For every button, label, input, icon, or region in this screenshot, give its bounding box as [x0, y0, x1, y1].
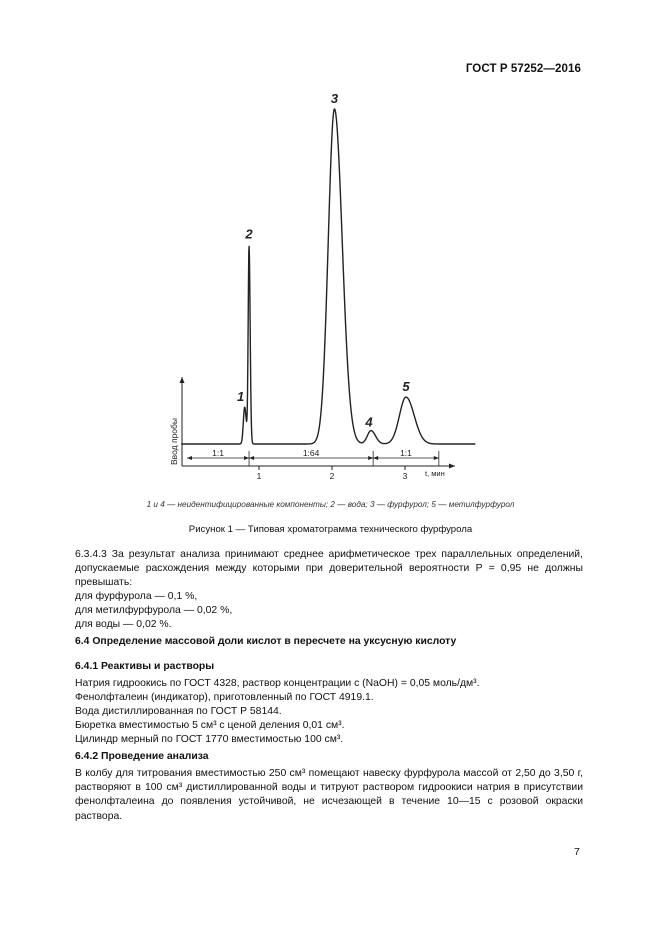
reagent-burette: Бюретка вместимостью 5 см³ с ценой деления 0,01 см³. [75, 720, 345, 731]
y-axis-arrow [180, 377, 185, 383]
peak-label: 1 [237, 389, 245, 405]
x-tick-label: 3 [402, 471, 408, 481]
chromatogram-chart [150, 85, 480, 485]
page-number: 7 [574, 847, 580, 858]
paragraph-6-4-2: В колбу для титрования вместимостью 250 см³ помещают навеску фурфурола массой от 2,50 до 3,50 г, растворяют в 100 см³ дистиллированной воды и титруют раствором гидроокиси натрия в присутствии фенолфталеина до появления устойчивой, не исчезающей в течение 10—15 с розовой окраски раствора. [75, 768, 583, 822]
peak-label: 5 [402, 379, 410, 395]
x-tick-label: 2 [329, 471, 335, 481]
segment-label: 1:1 [212, 448, 224, 458]
segment-arrow-left [187, 456, 192, 460]
section-heading-6-4-2: 6.4.2 Проведение анализа [75, 751, 209, 762]
reagent-distilled-water: Вода дистиллированная по ГОСТ Р 58144. [75, 706, 282, 717]
segment-arrow-left [373, 456, 378, 460]
segment-arrow-left [249, 456, 254, 460]
segment-arrow-right [434, 456, 439, 460]
y-axis-label: Ввод пробы [169, 418, 179, 465]
reagent-phenolphthalein: Фенолфталеин (индикатор), приготовленный по ГОСТ 4919.1. [75, 692, 374, 703]
reagent-sodium-hydroxide: Натрия гидроокись по ГОСТ 4328, раствор концентрации с (NaOH) = 0,05 моль/дм³. [75, 678, 480, 689]
figure-legend-note: 1 и 4 — неидентифицированные компоненты; 2 — вода; 3 — фурфурол; 5 — метилфурфурол [146, 500, 515, 509]
peak-label: 4 [365, 414, 373, 430]
list-item-methylfurfural: для метилфурфурола — 0,02 %, [75, 605, 233, 616]
segment-arrow-right [244, 456, 249, 460]
x-axis-arrow [449, 464, 455, 469]
paragraph-6-3-4-3: 6.3.4.3 За результат анализа принимают среднее арифметическое трех параллельных определений, допускаемые расхождения между которыми при доверительной вероятности P = 0,95 не должны превышать: [75, 549, 583, 589]
segment-label: 1:64 [302, 448, 320, 458]
document-code: ГОСТ Р 57252—2016 [465, 63, 581, 75]
figure-title: Рисунок 1 — Типовая хроматограмма технического фурфурола [188, 524, 473, 535]
segment-label: 1:1 [400, 448, 412, 458]
section-heading-6-4: 6.4 Определение массовой доли кислот в пересчете на уксусную кислоту [75, 636, 457, 647]
section-heading-6-4-1: 6.4.1 Реактивы и растворы [75, 661, 215, 672]
chromatogram-trace [181, 109, 475, 444]
list-item-furfural: для фурфурола — 0,1 %, [75, 591, 198, 602]
chromatogram-svg [150, 85, 480, 485]
list-item-water: для воды — 0,02 %. [75, 619, 172, 630]
x-axis-label: t, мин [425, 469, 445, 478]
peak-label: 2 [245, 226, 253, 242]
peak-label: 3 [330, 91, 339, 106]
reagent-cylinder: Цилиндр мерный по ГОСТ 1770 вместимостью 100 см³. [75, 734, 344, 745]
segment-arrow-right [368, 456, 373, 460]
x-tick-label: 1 [256, 471, 262, 481]
